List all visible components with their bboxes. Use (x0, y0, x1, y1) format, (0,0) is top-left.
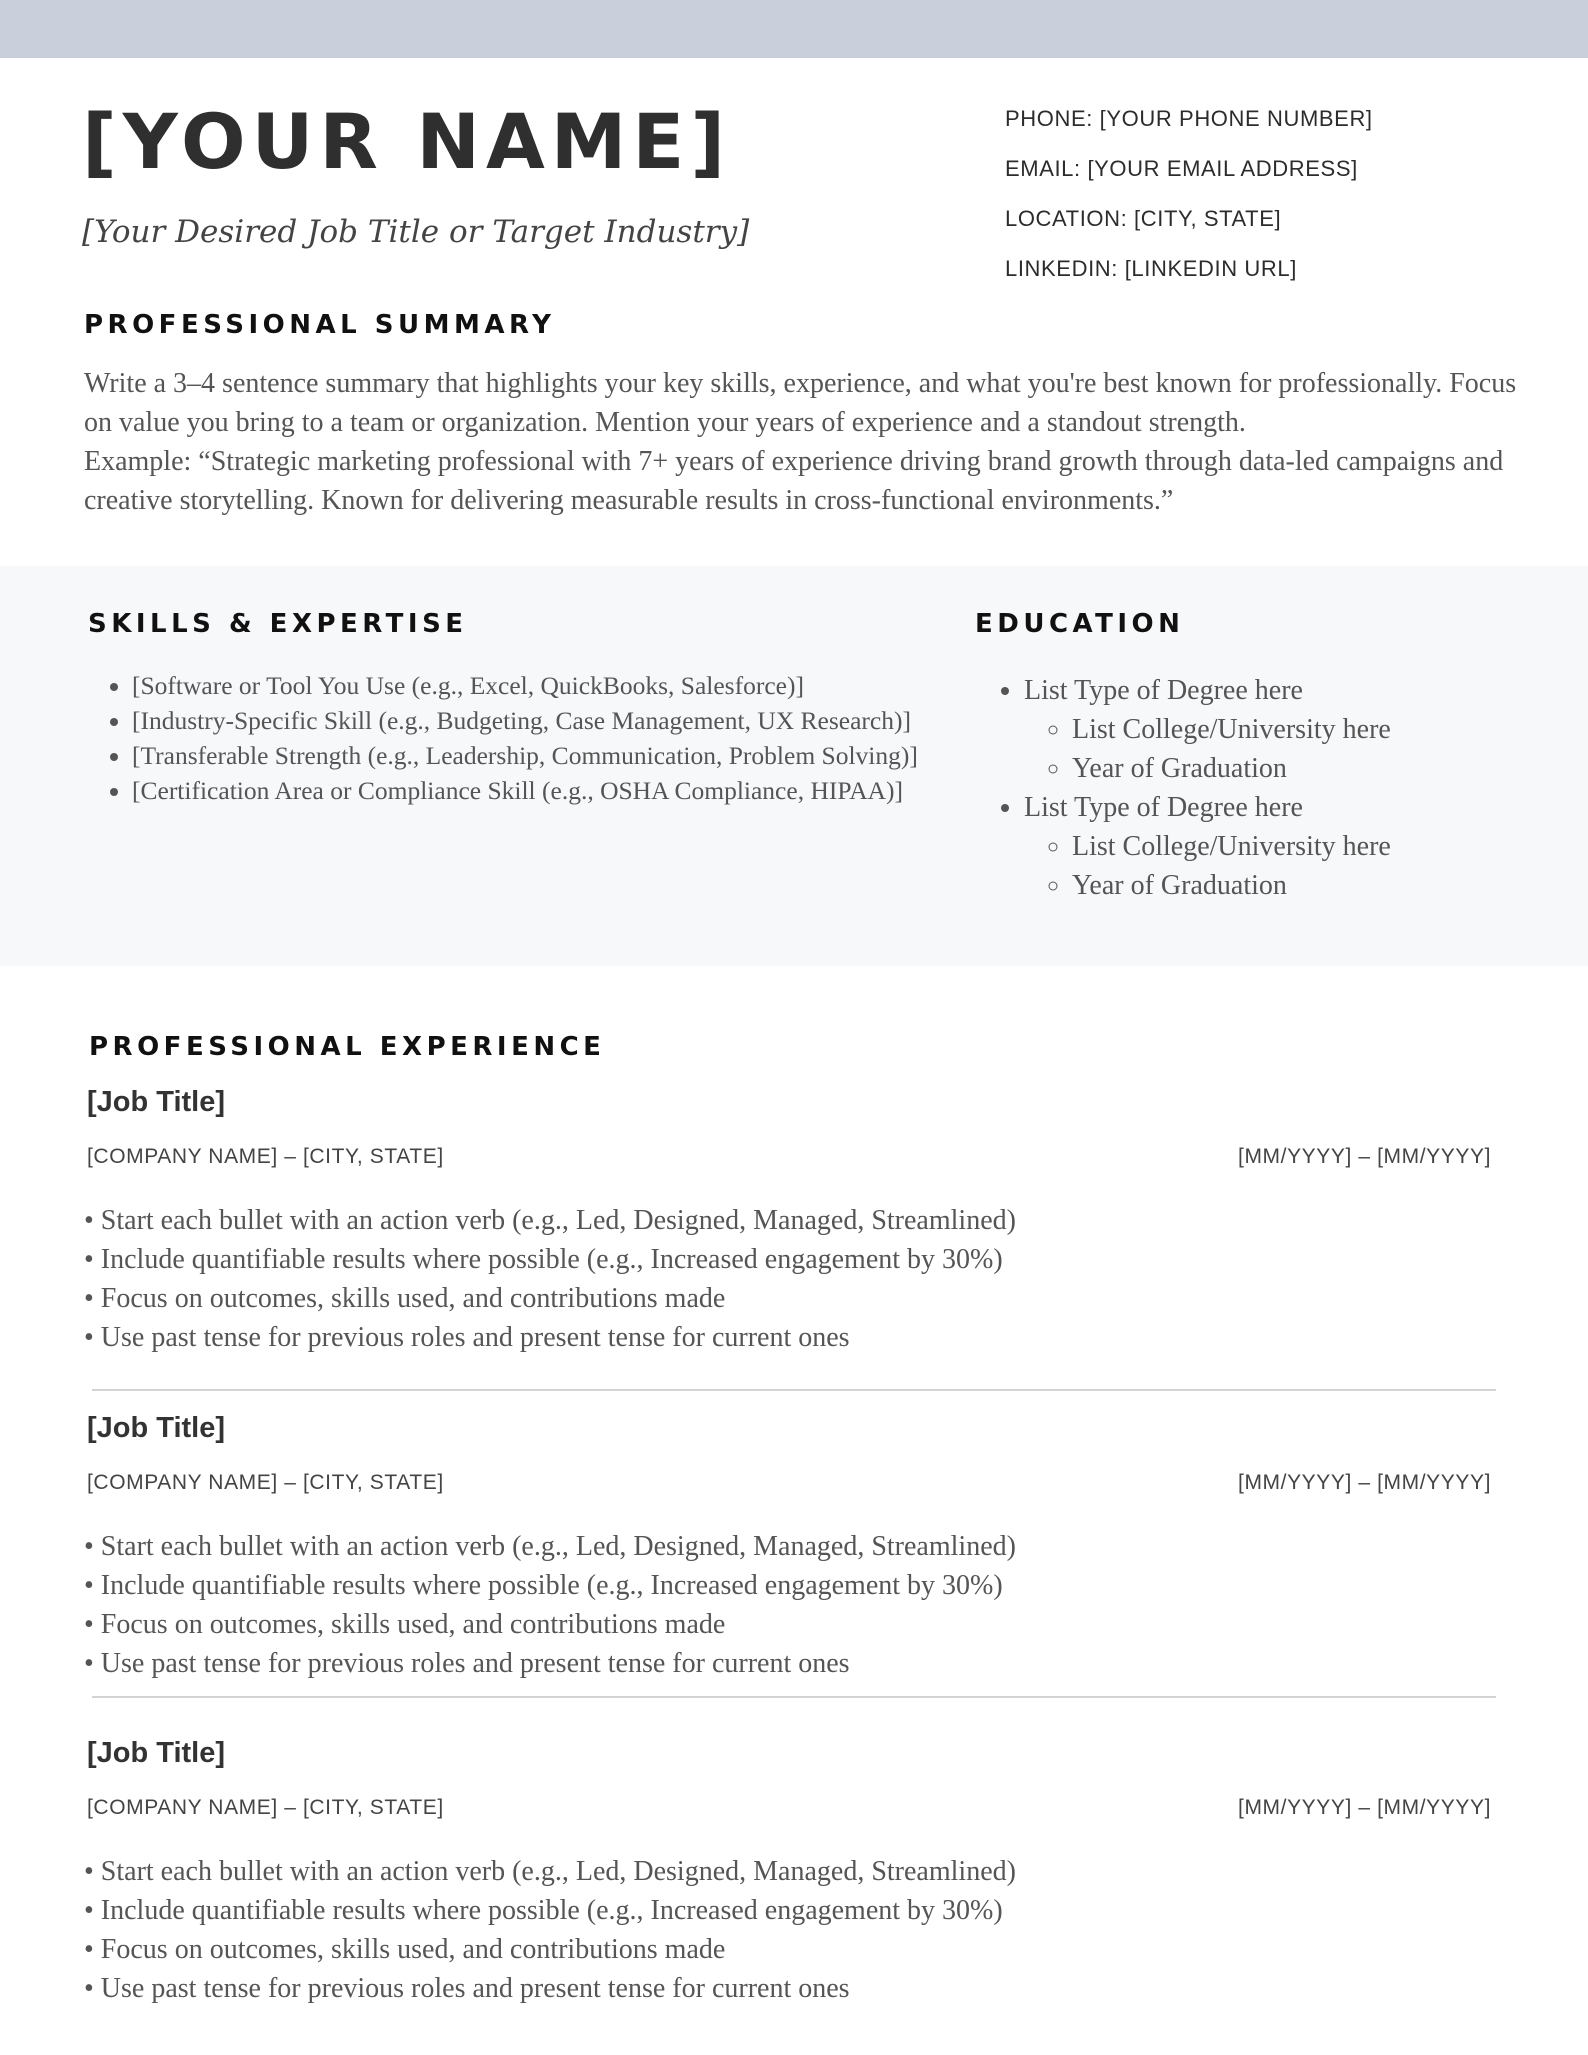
education-list (980, 671, 1584, 905)
skills-list (92, 668, 952, 808)
education-heading: EDUCATION (975, 609, 1185, 639)
list-item: • Include quantifiable results where possible (e.g., Increased engagement by 30%) (84, 1570, 1003, 1601)
degree-label: List Type of Degree here (1024, 792, 1303, 823)
section-divider (92, 1696, 1496, 1698)
list-item: • Use past tense for previous roles and present tense for current ones (84, 1648, 850, 1679)
job-dates: [MM/YYYY] – [MM/YYYY] (1238, 1145, 1491, 1168)
degree-label: List Type of Degree here (1024, 675, 1303, 706)
list-item: • [Transferable Strength (e.g., Leadership, Communication, Problem Solving)] (132, 738, 952, 773)
list-item: • Focus on outcomes, skills used, and contributions made (84, 1283, 726, 1314)
list-item: • Use past tense for previous roles and present tense for current ones (84, 1322, 850, 1353)
education-year: ◦ Year of Graduation (1072, 866, 1584, 905)
education-school: ◦ List College/University here (1072, 827, 1584, 866)
contact-linkedin: LINKEDIN: [LINKEDIN URL] (1005, 256, 1297, 281)
education-year: ◦ Year of Graduation (1072, 749, 1584, 788)
list-item: • [Industry-Specific Skill (e.g., Budgeting, Case Management, UX Research)] (132, 703, 952, 738)
job-title: [Job Title] (87, 1737, 226, 1769)
list-item: • Start each bullet with an action verb (e.g., Led, Designed, Managed, Streamlined) (84, 1205, 1016, 1236)
job-company: [COMPANY NAME] – [CITY, STATE] (87, 1796, 444, 1819)
job-dates: [MM/YYYY] – [MM/YYYY] (1238, 1796, 1491, 1819)
job-company: [COMPANY NAME] – [CITY, STATE] (87, 1145, 444, 1168)
contact-location: LOCATION: [CITY, STATE] (1005, 206, 1282, 231)
contact-phone: PHONE: [YOUR PHONE NUMBER] (1005, 106, 1373, 131)
job-bullets (84, 1852, 1016, 2008)
section-divider (92, 1389, 1496, 1391)
summary-heading: PROFESSIONAL SUMMARY (84, 310, 556, 340)
list-item: • Focus on outcomes, skills used, and contributions made (84, 1609, 726, 1640)
top-accent-bar (0, 0, 1588, 58)
list-item: • Include quantifiable results where possible (e.g., Increased engagement by 30%) (84, 1895, 1003, 1926)
list-item: • Start each bullet with an action verb (e.g., Led, Designed, Managed, Streamlined) (84, 1856, 1016, 1887)
contact-block (1005, 106, 1373, 306)
job-company: [COMPANY NAME] – [CITY, STATE] (87, 1471, 444, 1494)
candidate-name: [YOUR NAME] (82, 97, 732, 186)
experience-heading: PROFESSIONAL EXPERIENCE (89, 1032, 606, 1062)
summary-paragraph: Write a 3–4 sentence summary that highlights your key skills, experience, and what you're best known for professionally. Focus on value you bring to a team or organization. Mention your years of experience and a standout strength. (84, 368, 1517, 438)
list-item: • Start each bullet with an action verb (e.g., Led, Designed, Managed, Streamlined) (84, 1531, 1016, 1562)
list-item: • Use past tense for previous roles and present tense for current ones (84, 1973, 850, 2004)
contact-email: EMAIL: [YOUR EMAIL ADDRESS] (1005, 156, 1358, 181)
summary-text (84, 364, 1524, 520)
education-degree (1024, 671, 1584, 788)
job-bullets (84, 1527, 1016, 1683)
education-school: ◦ List College/University here (1072, 710, 1584, 749)
job-bullets (84, 1201, 1016, 1357)
job-dates: [MM/YYYY] – [MM/YYYY] (1238, 1471, 1491, 1494)
list-item: • [Software or Tool You Use (e.g., Excel, QuickBooks, Salesforce)] (132, 668, 952, 703)
education-degree (1024, 788, 1584, 905)
list-item: • Focus on outcomes, skills used, and contributions made (84, 1934, 726, 1965)
summary-example: Example: “Strategic marketing professional with 7+ years of experience driving brand growth through data-led campaigns and creative storytelling. Known for delivering measurable results in cross-functional environments.” (84, 446, 1504, 516)
skills-heading: SKILLS & EXPERTISE (88, 609, 468, 639)
list-item: • Include quantifiable results where possible (e.g., Increased engagement by 30%) (84, 1244, 1003, 1275)
list-item: • [Certification Area or Compliance Skill (e.g., OSHA Compliance, HIPAA)] (132, 773, 952, 808)
job-title: [Job Title] (87, 1086, 226, 1118)
desired-job-title: [Your Desired Job Title or Target Industry] (82, 214, 750, 250)
job-title: [Job Title] (87, 1412, 226, 1444)
